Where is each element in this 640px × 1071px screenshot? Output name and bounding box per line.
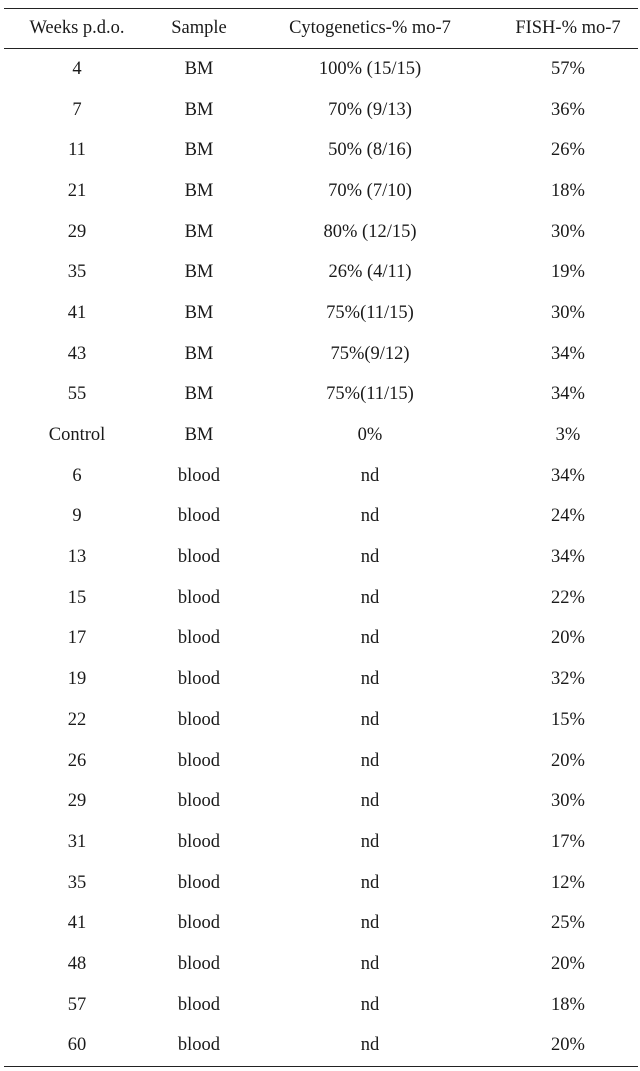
fish-cell: 30% — [551, 302, 585, 323]
fish-cell: 24% — [551, 506, 585, 527]
cytogenetics-cell: nd — [360, 994, 380, 1015]
cytogenetics-cell: nd — [360, 791, 380, 812]
table-row — [0, 375, 640, 416]
sample-cell: BM — [184, 140, 214, 161]
sample-cell: blood — [177, 587, 221, 608]
table-row — [0, 903, 640, 944]
header-sample: Sample — [171, 17, 227, 38]
table-row — [0, 985, 640, 1026]
cytogenetics-cell: nd — [360, 465, 380, 486]
sample-cell: blood — [177, 750, 221, 771]
cytogenetics-cell: nd — [360, 831, 380, 852]
sample-cell: BM — [184, 262, 214, 283]
table-row — [0, 741, 640, 782]
table-row — [0, 659, 640, 700]
weeks-cell: 48 — [67, 953, 87, 974]
weeks-cell: 26 — [67, 750, 87, 771]
fish-cell: 19% — [551, 262, 585, 283]
weeks-cell: 7 — [72, 99, 82, 120]
sample-cell: blood — [177, 831, 221, 852]
sample-cell: blood — [177, 913, 221, 934]
fish-cell: 17% — [551, 831, 585, 852]
cytogenetics-cell: nd — [360, 587, 380, 608]
table-row — [0, 497, 640, 538]
fish-cell: 20% — [551, 628, 585, 649]
weeks-cell: 29 — [67, 221, 87, 242]
fish-cell: 34% — [551, 384, 585, 405]
cytogenetics-cell: nd — [360, 872, 380, 893]
cytogenetics-cell: nd — [360, 1035, 380, 1056]
cytogenetics-cell: 26% (4/11) — [328, 262, 412, 283]
sample-cell: BM — [184, 221, 214, 242]
table-row — [0, 212, 640, 253]
sample-cell: BM — [184, 384, 214, 405]
sample-cell: blood — [177, 872, 221, 893]
cytogenetics-cell: nd — [360, 628, 380, 649]
table-row — [0, 171, 640, 212]
header-fish: FISH-% mo-7 — [515, 17, 621, 38]
cytogenetics-cell: nd — [360, 953, 380, 974]
fish-cell: 57% — [551, 58, 585, 79]
sample-cell: blood — [177, 953, 221, 974]
fish-cell: 18% — [551, 994, 585, 1015]
fish-cell: 34% — [551, 343, 585, 364]
weeks-cell: 55 — [67, 384, 87, 405]
table-body — [0, 49, 640, 1066]
sample-cell: blood — [177, 547, 221, 568]
cytogenetics-cell: 70% (7/10) — [328, 180, 412, 201]
cytogenetics-cell: 75%(9/12) — [330, 343, 410, 364]
cytogenetics-cell: 80% (12/15) — [323, 221, 417, 242]
cytogenetics-cell: nd — [360, 547, 380, 568]
fish-cell: 12% — [551, 872, 585, 893]
header-cytogenetics: Cytogenetics-% mo-7 — [289, 17, 451, 38]
table-row — [0, 822, 640, 863]
cytogenetics-cell: nd — [360, 913, 380, 934]
weeks-cell: 22 — [67, 709, 87, 730]
table-row — [0, 49, 640, 90]
weeks-cell: 17 — [67, 628, 87, 649]
fish-cell: 15% — [551, 709, 585, 730]
table-row — [0, 537, 640, 578]
fish-cell: 36% — [551, 99, 585, 120]
fish-cell: 30% — [551, 791, 585, 812]
cytogenetics-cell: 0% — [357, 425, 383, 446]
table-row — [0, 334, 640, 375]
table-row — [0, 252, 640, 293]
weeks-cell: 29 — [67, 791, 87, 812]
fish-cell: 30% — [551, 221, 585, 242]
weeks-cell: 21 — [67, 180, 87, 201]
table-row — [0, 944, 640, 985]
fish-cell: 3% — [555, 425, 581, 446]
weeks-cell: 60 — [67, 1035, 87, 1056]
weeks-cell: 6 — [72, 465, 82, 486]
table-row — [0, 456, 640, 497]
fish-cell: 32% — [551, 669, 585, 690]
table-bottom-rule — [4, 1066, 638, 1067]
cytogenetics-cell: nd — [360, 709, 380, 730]
fish-cell: 18% — [551, 180, 585, 201]
weeks-cell: 57 — [67, 994, 87, 1015]
sample-cell: BM — [184, 180, 214, 201]
sample-cell: blood — [177, 465, 221, 486]
weeks-cell: 41 — [67, 913, 87, 934]
cytogenetics-cell: nd — [360, 669, 380, 690]
sample-cell: blood — [177, 994, 221, 1015]
cytogenetics-cell: 75%(11/15) — [326, 302, 414, 323]
table-row — [0, 700, 640, 741]
sample-cell: BM — [184, 302, 214, 323]
weeks-cell: 35 — [67, 872, 87, 893]
table-row — [0, 130, 640, 171]
weeks-cell: 4 — [72, 58, 82, 79]
fish-cell: 20% — [551, 1035, 585, 1056]
weeks-cell: 41 — [67, 302, 87, 323]
cytogenetics-cell: nd — [360, 750, 380, 771]
table-row — [0, 863, 640, 904]
sample-cell: blood — [177, 628, 221, 649]
cytogenetics-cell: 100% (15/15) — [318, 58, 422, 79]
sample-cell: BM — [184, 343, 214, 364]
fish-cell: 20% — [551, 750, 585, 771]
weeks-cell: 31 — [67, 831, 87, 852]
table-header-row — [0, 8, 640, 48]
sample-cell: blood — [177, 791, 221, 812]
sample-cell: BM — [184, 99, 214, 120]
fish-cell: 34% — [551, 547, 585, 568]
table-row — [0, 293, 640, 334]
cytogenetics-cell: 70% (9/13) — [328, 99, 412, 120]
table-row — [0, 619, 640, 660]
fish-cell: 20% — [551, 953, 585, 974]
sample-cell: BM — [184, 425, 214, 446]
table-row — [0, 415, 640, 456]
weeks-cell: 19 — [67, 669, 87, 690]
fish-cell: 22% — [551, 587, 585, 608]
header-weeks-pdo: Weeks p.d.o. — [29, 17, 125, 38]
weeks-cell: 11 — [68, 140, 86, 161]
fish-cell: 26% — [551, 140, 585, 161]
sample-cell: blood — [177, 1035, 221, 1056]
fish-cell: 25% — [551, 913, 585, 934]
sample-cell: blood — [177, 709, 221, 730]
weeks-cell: Control — [48, 425, 106, 446]
table-row — [0, 578, 640, 619]
weeks-cell: 9 — [72, 506, 82, 527]
table-row — [0, 781, 640, 822]
weeks-cell: 35 — [67, 262, 87, 283]
weeks-cell: 15 — [67, 587, 87, 608]
sample-cell: blood — [177, 669, 221, 690]
sample-cell: BM — [184, 58, 214, 79]
table-row — [0, 90, 640, 131]
cytogenetics-cell: 50% (8/16) — [328, 140, 412, 161]
cytogenetics-cell: 75%(11/15) — [326, 384, 414, 405]
table-row — [0, 1026, 640, 1067]
weeks-cell: 43 — [67, 343, 87, 364]
weeks-cell: 13 — [67, 547, 87, 568]
cytogenetics-cell: nd — [360, 506, 380, 527]
fish-cell: 34% — [551, 465, 585, 486]
sample-cell: blood — [177, 506, 221, 527]
